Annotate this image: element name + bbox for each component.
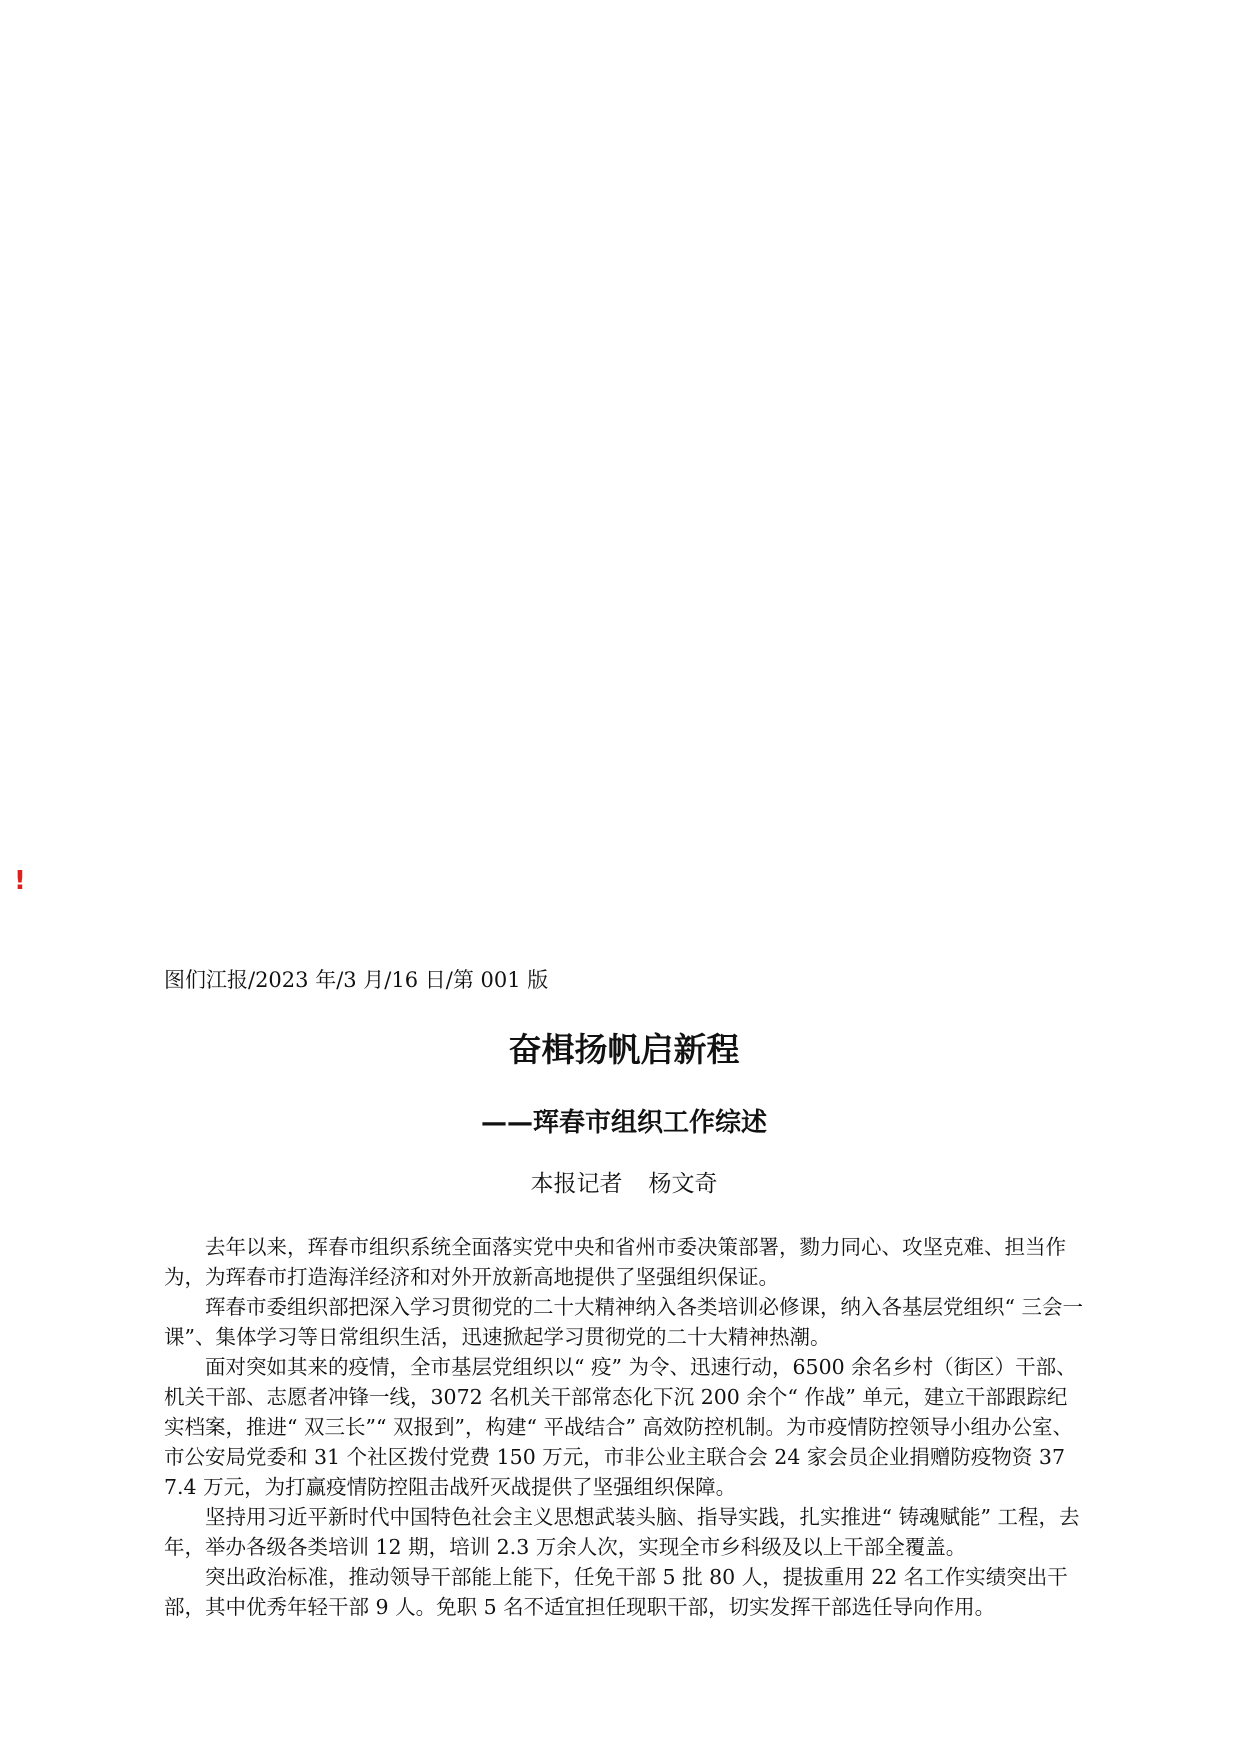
red-exclamation-mark: ! [14,866,26,896]
article-subtitle: ——珲春市组织工作综述 [480,1108,767,1138]
paragraph: 坚持用习近平新时代中国特色社会主义思想武装头脑、指导实践，扎实推进“ 铸魂赋能” 工程，去年，举办各级各类培训 12 期，培训 2.3 万余人次，实现全市乡科级及以上干部全覆盖。 [164,1505,1080,1559]
paragraph: 去年以来，珲春市组织系统全面落实党中央和省州市委决策部署，勠力同心、攻坚克难、担当作为，为珲春市打造海洋经济和对外开放新高地提供了坚强组织保证。 [164,1235,1066,1289]
byline-name: 杨文奇 [648,1171,718,1197]
paragraph: 面对突如其来的疫情，全市基层党组织以“ 疫” 为令、迅速行动，6500 余名乡村（街区）干部、机关干部、志愿者冲锋一线，3072 名机关干部常态化下沉 200 余个“ 作战” 单元，建立干部跟踪纪实档案，推进“ 双三长”“ 双报到”，构建“ 平战结合” 高效防控机制。为市疫情防控领导小组办公室、市公安局党委和 31 个社区拨付党费 150 万元，市非公业主联合会 24 家会员企业捐赠防疫物资 377.4 万元，为打赢疫情防控阻击战歼灭战提供了坚强组织保障。 [164,1355,1077,1499]
byline-role: 本报记者 [530,1171,623,1197]
article-body [164,1232,1084,1622]
paragraph: 珲春市委组织部把深入学习贯彻党的二十大精神纳入各类培训必修课，纳入各基层党组织“ 三会一课”、集体学习等日常组织生活，迅速掀起学习贯彻党的二十大精神热潮。 [164,1295,1083,1349]
dateline: 图们江报/2023 年/3 月/16 日/第 001 版 [164,968,549,992]
article-title: 奋楫扬帆启新程 [508,1030,740,1069]
byline [0,1171,1240,1199]
paragraph: 突出政治标准，推动领导干部能上能下，任免干部 5 批 80 人，提拔重用 22 名工作实绩突出干部，其中优秀年轻干部 9 人。免职 5 名不适宜担任现职干部，切实发挥干部选任导向作用。 [164,1565,1068,1619]
